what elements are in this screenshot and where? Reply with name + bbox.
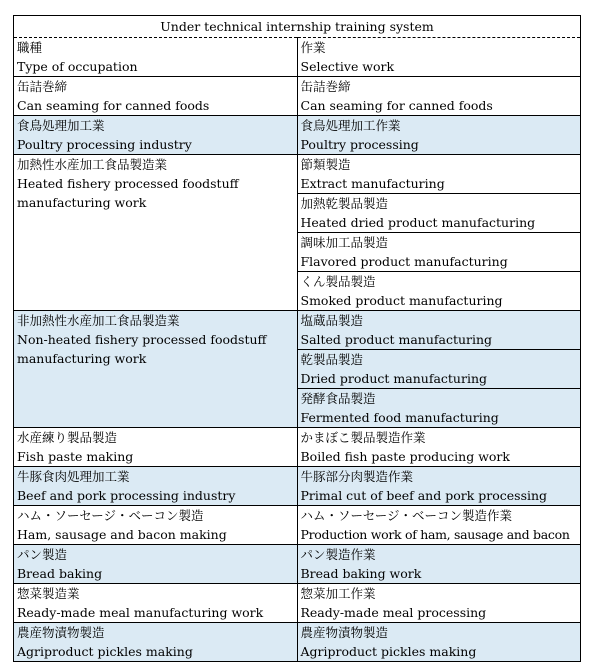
occupation-en: Ham, sausage and bacon making (17, 527, 227, 542)
occupation-cell (14, 467, 298, 506)
work-jp: 調味加工品製造 (300, 235, 389, 250)
work-en: Production work of ham, sausage and bacon (300, 527, 570, 542)
work-en: Bread baking work (300, 566, 422, 581)
table-row (14, 77, 581, 116)
table-row (14, 623, 581, 662)
work-jp: 牛豚部分肉製造作業 (300, 469, 414, 484)
work-jp: 乾製品製造 (300, 352, 364, 367)
work-en: Dried product manufacturing (300, 371, 488, 386)
occupation-jp: 缶詰巻締 (17, 79, 68, 94)
work-cell (297, 272, 581, 311)
occupation-cell (14, 428, 298, 467)
work-jp: 農産物漬物製造 (300, 625, 389, 640)
work-en: Poultry processing (300, 137, 419, 152)
work-cell (297, 584, 581, 623)
header-work-cell (297, 38, 581, 77)
work-jp: 惣菜加工作業 (300, 586, 376, 601)
work-en: Fermented food manufacturing (300, 410, 499, 425)
table-row (14, 116, 581, 155)
occupation-en: Beef and pork processing industry (17, 488, 236, 503)
header-work-jp: 作業 (300, 40, 326, 55)
occupation-cell (14, 623, 298, 662)
header-work-en: Selective work (300, 59, 395, 74)
table-row (14, 155, 581, 194)
occupation-cell (14, 545, 298, 584)
occupation-jp: 水産練り製品製造 (17, 430, 118, 445)
occupation-cell (14, 506, 298, 545)
work-en: Ready-made meal processing (300, 605, 487, 620)
work-jp: かまぼこ製品製造作業 (300, 430, 426, 445)
work-en: Can seaming for canned foods (300, 98, 493, 113)
work-jp: 食鳥処理加工作業 (300, 118, 401, 133)
work-en: Heated dried product manufacturing (300, 215, 536, 230)
occupation-cell (14, 155, 298, 311)
occupation-en: Poultry processing industry (17, 137, 192, 152)
occupation-en: Fish paste making (17, 449, 134, 464)
occupation-table (13, 15, 581, 662)
occupation-jp: 食鳥処理加工業 (17, 118, 105, 133)
occupation-jp: 惣菜製造業 (17, 586, 80, 601)
table-container (13, 15, 581, 662)
header-occupation-jp: 職種 (17, 40, 43, 55)
occupation-jp: 加熱性水産加工食品製造業 (17, 157, 168, 172)
occupation-en: Can seaming for canned foods (17, 98, 210, 113)
work-en: Agriproduct pickles making (300, 644, 477, 659)
occupation-cell (14, 77, 298, 116)
work-en: Primal cut of beef and pork processing (300, 488, 548, 503)
header-occupation-en: Type of occupation (17, 59, 138, 74)
header-row (14, 38, 581, 77)
work-cell (297, 389, 581, 428)
work-en: Flavored product manufacturing (300, 254, 508, 269)
work-cell (297, 467, 581, 506)
work-jp: ハム・ソーセージ・ベーコン製造作業 (300, 508, 513, 523)
occupation-en: Agriproduct pickles making (17, 644, 193, 659)
work-jp: 缶詰巻締 (300, 79, 351, 94)
work-en: Smoked product manufacturing (300, 293, 503, 308)
work-cell (297, 428, 581, 467)
work-cell (297, 194, 581, 233)
occupation-jp: パン製造 (17, 547, 68, 562)
work-cell (297, 155, 581, 194)
work-jp: 節類製造 (300, 157, 351, 172)
occupation-en: Ready-made meal manufacturing work (17, 605, 264, 620)
occupation-jp: ハム・ソーセージ・ベーコン製造 (17, 508, 204, 523)
occupation-en: Non-heated fishery processed foodstuff manufacturing work (17, 332, 267, 366)
table-row (14, 467, 581, 506)
work-en: Boiled fish paste producing work (300, 449, 510, 464)
work-jp: 発酵食品製造 (300, 391, 376, 406)
occupation-cell (14, 584, 298, 623)
work-jp: パン製造作業 (300, 547, 376, 562)
header-occupation-cell (14, 38, 298, 77)
occupation-jp: 牛豚食肉処理加工業 (17, 469, 130, 484)
work-jp: 塩蔵品製造 (300, 313, 364, 328)
work-cell (297, 506, 581, 545)
occupation-cell (14, 311, 298, 428)
work-cell (297, 545, 581, 584)
occupation-en: Heated fishery processed foodstuff manufacturing work (17, 176, 239, 210)
work-cell (297, 623, 581, 662)
work-cell (297, 116, 581, 155)
work-cell (297, 350, 581, 389)
work-jp: 加熱乾製品製造 (300, 196, 389, 211)
table-row (14, 428, 581, 467)
table-row (14, 506, 581, 545)
occupation-en: Bread baking (17, 566, 103, 581)
work-jp: くん製品製造 (300, 274, 376, 289)
occupation-jp: 非加熱性水産加工食品製造業 (17, 313, 180, 328)
occupation-cell (14, 116, 298, 155)
work-cell (297, 311, 581, 350)
occupation-jp: 農産物漬物製造 (17, 625, 105, 640)
work-cell (297, 77, 581, 116)
work-en: Extract manufacturing (300, 176, 445, 191)
table-row (14, 584, 581, 623)
table-row (14, 545, 581, 584)
table-row (14, 311, 581, 350)
table-title: Under technical internship training system (14, 16, 581, 38)
work-en: Salted product manufacturing (300, 332, 493, 347)
work-cell (297, 233, 581, 272)
title-row (14, 16, 581, 38)
